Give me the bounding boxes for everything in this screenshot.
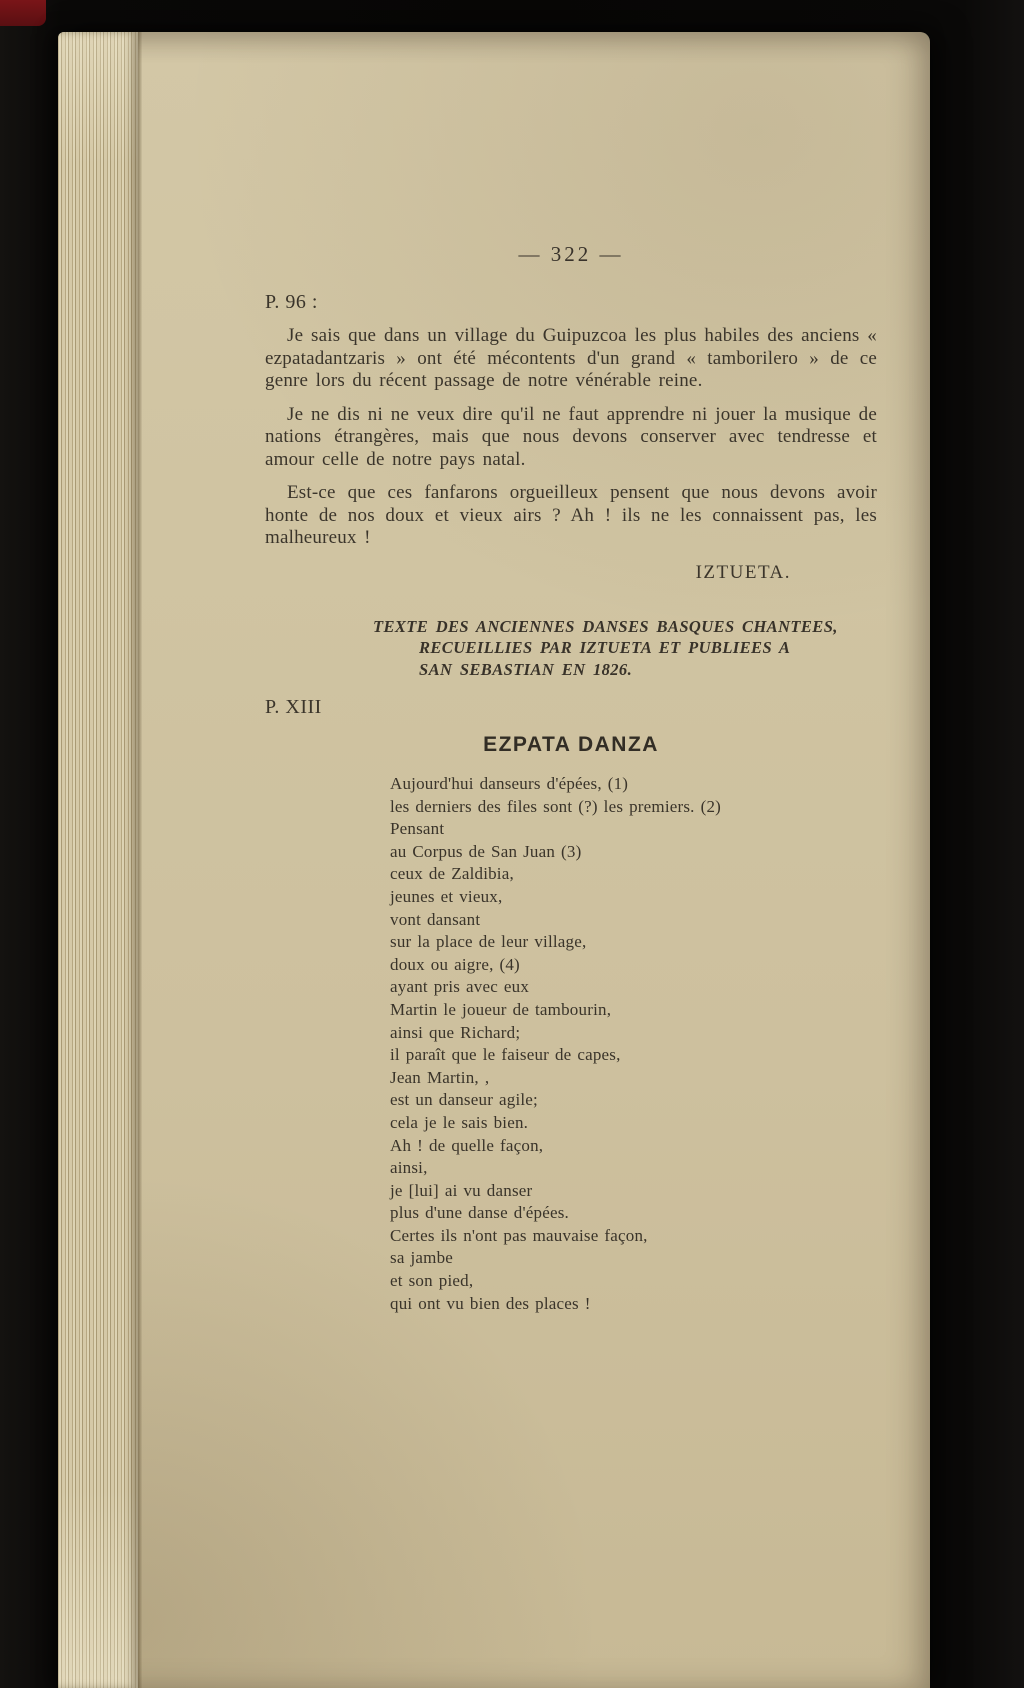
page-number: — 322 — bbox=[518, 242, 624, 266]
poem-line: Aujourd'hui danseurs d'épées, (1) bbox=[390, 774, 629, 793]
poem-line: sa jambe bbox=[390, 1248, 454, 1268]
poem-title: EZPATA DANZA bbox=[483, 733, 659, 756]
section-reference-p13: P. XIII bbox=[265, 696, 322, 718]
poem-line: les derniers des files sont (?) les premiers. (2) bbox=[390, 796, 722, 816]
poem-line: vont dansant bbox=[390, 909, 481, 929]
poem-line: je [lui] ai vu danser bbox=[390, 1180, 533, 1200]
section-reference-p96: P. 96 : bbox=[265, 291, 318, 313]
poem-line: Certes ils n'ont pas mauvaise façon, bbox=[390, 1225, 648, 1245]
poem-line: ayant pris avec eux bbox=[390, 977, 530, 997]
poem-line: ainsi, bbox=[390, 1158, 428, 1178]
paragraph: Je sais que dans un village du Guipuzcoa les plus habiles des anciens « ezpatadantzaris » ont été mécontents d'un grand « tamborilero » de ce genre lors du récent passage de notre vénérable reine. bbox=[265, 325, 877, 391]
subtitle-block bbox=[373, 616, 853, 681]
poem-line: Jean Martin, , bbox=[390, 1067, 490, 1087]
poem-line: au Corpus de San Juan (3) bbox=[390, 841, 582, 861]
subtitle-line: TEXTE DES ANCIENNES DANSES BASQUES CHANTEES, bbox=[373, 616, 838, 636]
subtitle-line: SAN SEBASTIAN EN 1826. bbox=[419, 659, 633, 679]
paragraph: Est-ce que ces fanfarons orgueilleux pensent que nous devons avoir honte de nos doux et vieux airs ? Ah ! ils ne les connaissent pas, les malheureux ! bbox=[265, 482, 877, 548]
poem-line: est un danseur agile; bbox=[390, 1090, 538, 1110]
page-edges bbox=[58, 32, 138, 1688]
page-edge-shadow bbox=[138, 32, 142, 1688]
poem-line: sur la place de leur village, bbox=[390, 932, 587, 952]
poem-line: doux ou aigre, (4) bbox=[390, 954, 520, 974]
poem-line: Pensant bbox=[390, 819, 445, 839]
poem-line: il paraît que le faiseur de capes, bbox=[390, 1045, 621, 1065]
poem-line: ceux de Zaldibia, bbox=[390, 864, 514, 884]
book-page bbox=[58, 32, 930, 1688]
poem-line: plus d'une danse d'épées. bbox=[390, 1203, 569, 1223]
poem-line: et son pied, bbox=[390, 1271, 474, 1291]
author-signature: IZTUETA. bbox=[695, 561, 791, 583]
poem-line: cela je le sais bien. bbox=[390, 1112, 529, 1132]
paragraph: Je ne dis ni ne veux dire qu'il ne faut apprendre ni jouer la musique de nations étrangères, mais que nous devons conserver avec tendresse et amour celle de notre pays natal. bbox=[265, 403, 877, 470]
poem bbox=[390, 773, 877, 1315]
subtitle-line: RECUEILLIES PAR IZTUETA ET PUBLIEES A bbox=[419, 638, 791, 657]
poem-line: ainsi que Richard; bbox=[390, 1022, 521, 1042]
poem-line: Ah ! de quelle façon, bbox=[390, 1135, 544, 1155]
poem-line: Martin le joueur de tambourin, bbox=[390, 999, 612, 1019]
page-content bbox=[265, 32, 877, 1315]
red-corner-mark bbox=[0, 0, 46, 26]
poem-line: jeunes et vieux, bbox=[390, 886, 503, 906]
poem-line: qui ont vu bien des places ! bbox=[390, 1293, 591, 1313]
